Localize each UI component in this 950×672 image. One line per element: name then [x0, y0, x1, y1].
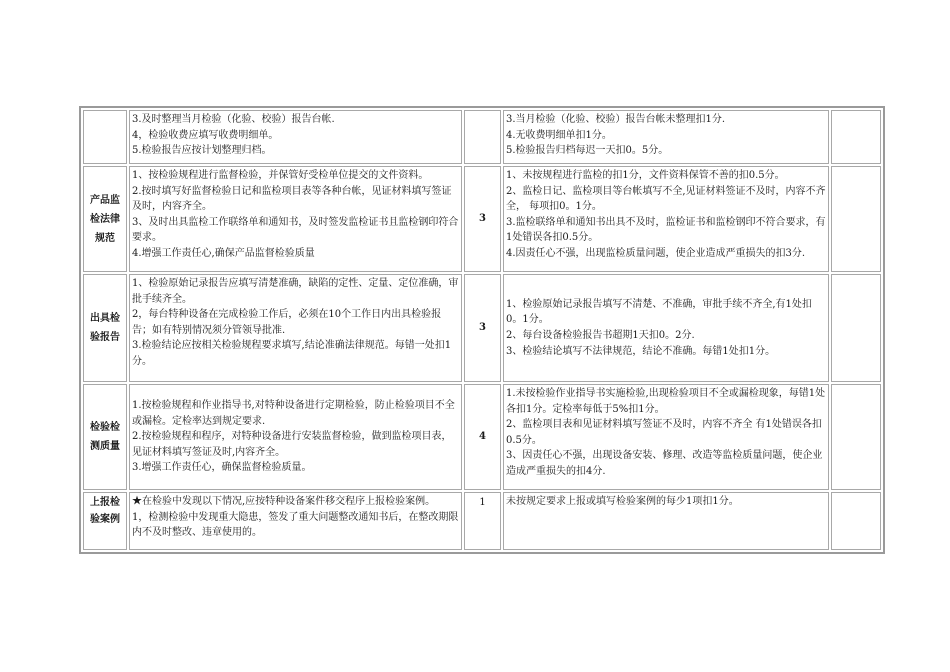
- category-cell: [83, 110, 127, 164]
- remark-cell: [831, 492, 881, 550]
- category-cell: 出具检验报告: [83, 274, 127, 382]
- category-cell: 产品监检法律规范: [83, 166, 127, 272]
- table-row: [83, 166, 881, 272]
- deduction-item: 3、因责任心不强，出现设备安装、修理、改造等监检质量问题，使企业造成严重损失的扣4分.: [506, 450, 823, 477]
- assessment-table: [79, 106, 885, 554]
- score-cell: 4: [464, 384, 501, 490]
- deductions-cell: [503, 110, 829, 164]
- requirements-cell: [129, 274, 462, 382]
- category-cell: 上报检验案例: [83, 492, 127, 550]
- deduction-item: 1、未按规程进行监检的扣1分，文件资料保管不善的扣0.5分。: [506, 170, 785, 181]
- requirement-item: 3、及时出具监检工作联络单和通知书，及时签发监检证书且监检钢印符合要求。: [132, 216, 459, 244]
- requirement-item: ★在检验中发现以下情况,应按特种设备案件移交程序上报检验案例。: [132, 496, 436, 507]
- requirement-item: 4.增强工作责任心,确保产品监督检验质量: [132, 247, 315, 259]
- score-cell: 1: [464, 492, 501, 550]
- requirement-item: 5.检验报告应按计划整理归档。: [132, 145, 272, 157]
- requirement-item: 3.及时整理当月检验（化验、校验）报告台帐.: [132, 114, 335, 125]
- requirement-item: 2，每台特种设备在完成检验工作后，必须在10个工作日内出具检验报告；如有特别情况须分管领导批准.: [132, 309, 442, 336]
- requirements-cell: [129, 492, 462, 550]
- category-cell: 检验检测质量: [83, 384, 127, 490]
- remark-cell: [831, 384, 881, 490]
- remark-cell: [831, 274, 881, 382]
- table-row: [83, 384, 881, 490]
- table-row: [83, 492, 881, 550]
- requirement-item: 1，检测检验中发现重大隐患，签发了重大问题整改通知书后，在整改期限内不及时整改、违章使用的。: [132, 511, 459, 539]
- remark-cell: [831, 166, 881, 272]
- deductions-cell: [503, 384, 829, 490]
- requirements-cell: [129, 384, 462, 490]
- score-cell: 3: [464, 166, 501, 272]
- deduction-item: 2、每台设备检验报告书超期1天扣0。2分.: [506, 330, 695, 341]
- requirement-item: 3.检验结论应按相关检验规程要求填写,结论准确法律规范。每错一处扣1分。: [132, 340, 452, 367]
- requirement-item: 3.增强工作责任心，确保监督检验质量。: [132, 462, 312, 474]
- requirement-item: 2.按时填写好监督检验日记和监检项目表等各种台帐，见证材料填写签证及时，内容齐全。: [132, 185, 452, 213]
- requirements-cell: [129, 166, 462, 272]
- deduction-item: 5.检验报告归档每迟一天扣0。5分。: [506, 145, 669, 157]
- deduction-item: 1.未按检验作业指导书实施检验,出现检验项目不全或漏检现象，每错1处各扣1分。定检率每低于5%扣1分。: [506, 388, 826, 415]
- score-cell: 3: [464, 274, 501, 382]
- score-cell: [464, 110, 501, 164]
- requirement-item: 2.按检验规程和程序，对特种设备进行安装监督检验，做到监检项目表，见证材料填写签证及时,内容齐全。: [132, 431, 452, 458]
- deductions-cell: [503, 492, 829, 550]
- deduction-item: 1、检验原始记录报告填写不清楚、不准确，审批手续不齐全,有1处扣0。1分。: [506, 298, 812, 326]
- remark-cell: [831, 110, 881, 164]
- deduction-item: 2、监检日记、监检项目等台帐填写不全,见证材料签证不及时，内容不齐全， 每项扣0。1分。: [506, 185, 826, 213]
- table-row: [83, 110, 881, 164]
- requirements-cell: [129, 110, 462, 164]
- requirement-item: 1、检验原始记录报告应填写清楚准确，缺陷的定性、定量、定位准确，审批手续齐全。: [132, 278, 459, 305]
- requirement-item: 4，检验收费应填写收费明细单。: [132, 129, 279, 141]
- deduction-item: 4.无收费明细单扣1分。: [506, 129, 612, 141]
- deduction-item: 4.因责任心不强，出现监检质量问题，使企业造成严重损失的扣3分.: [506, 247, 806, 259]
- deduction-item: 3.监检联络单和通知书出具不及时，监检证书和监检钢印不符合要求，有1处错误各扣0.5分。: [506, 216, 826, 244]
- deduction-item: 3.当月检验（化验、校验）报告台帐未整理扣1分.: [506, 114, 726, 125]
- requirement-item: 1.按检验规程和作业指导书,对特种设备进行定期检验，防止检验项目不全或漏检。定检率达到规定要求.: [132, 400, 455, 427]
- deduction-item: 2、监检项目表和见证材料填写签证不及时，内容不齐全 有1处错误各扣0.5分。: [506, 419, 822, 446]
- deduction-item: 未按规定要求上报或填写检验案例的每少1项扣1分。: [506, 496, 739, 507]
- deductions-cell: [503, 166, 829, 272]
- deductions-cell: [503, 274, 829, 382]
- deduction-item: 3、检验结论填写不法律规范，结论不准确。每错1处扣1分。: [506, 345, 776, 357]
- requirement-item: 1、按检验规程进行监督检验，并保管好受检单位提交的文件资料。: [132, 170, 429, 181]
- table-row: [83, 274, 881, 382]
